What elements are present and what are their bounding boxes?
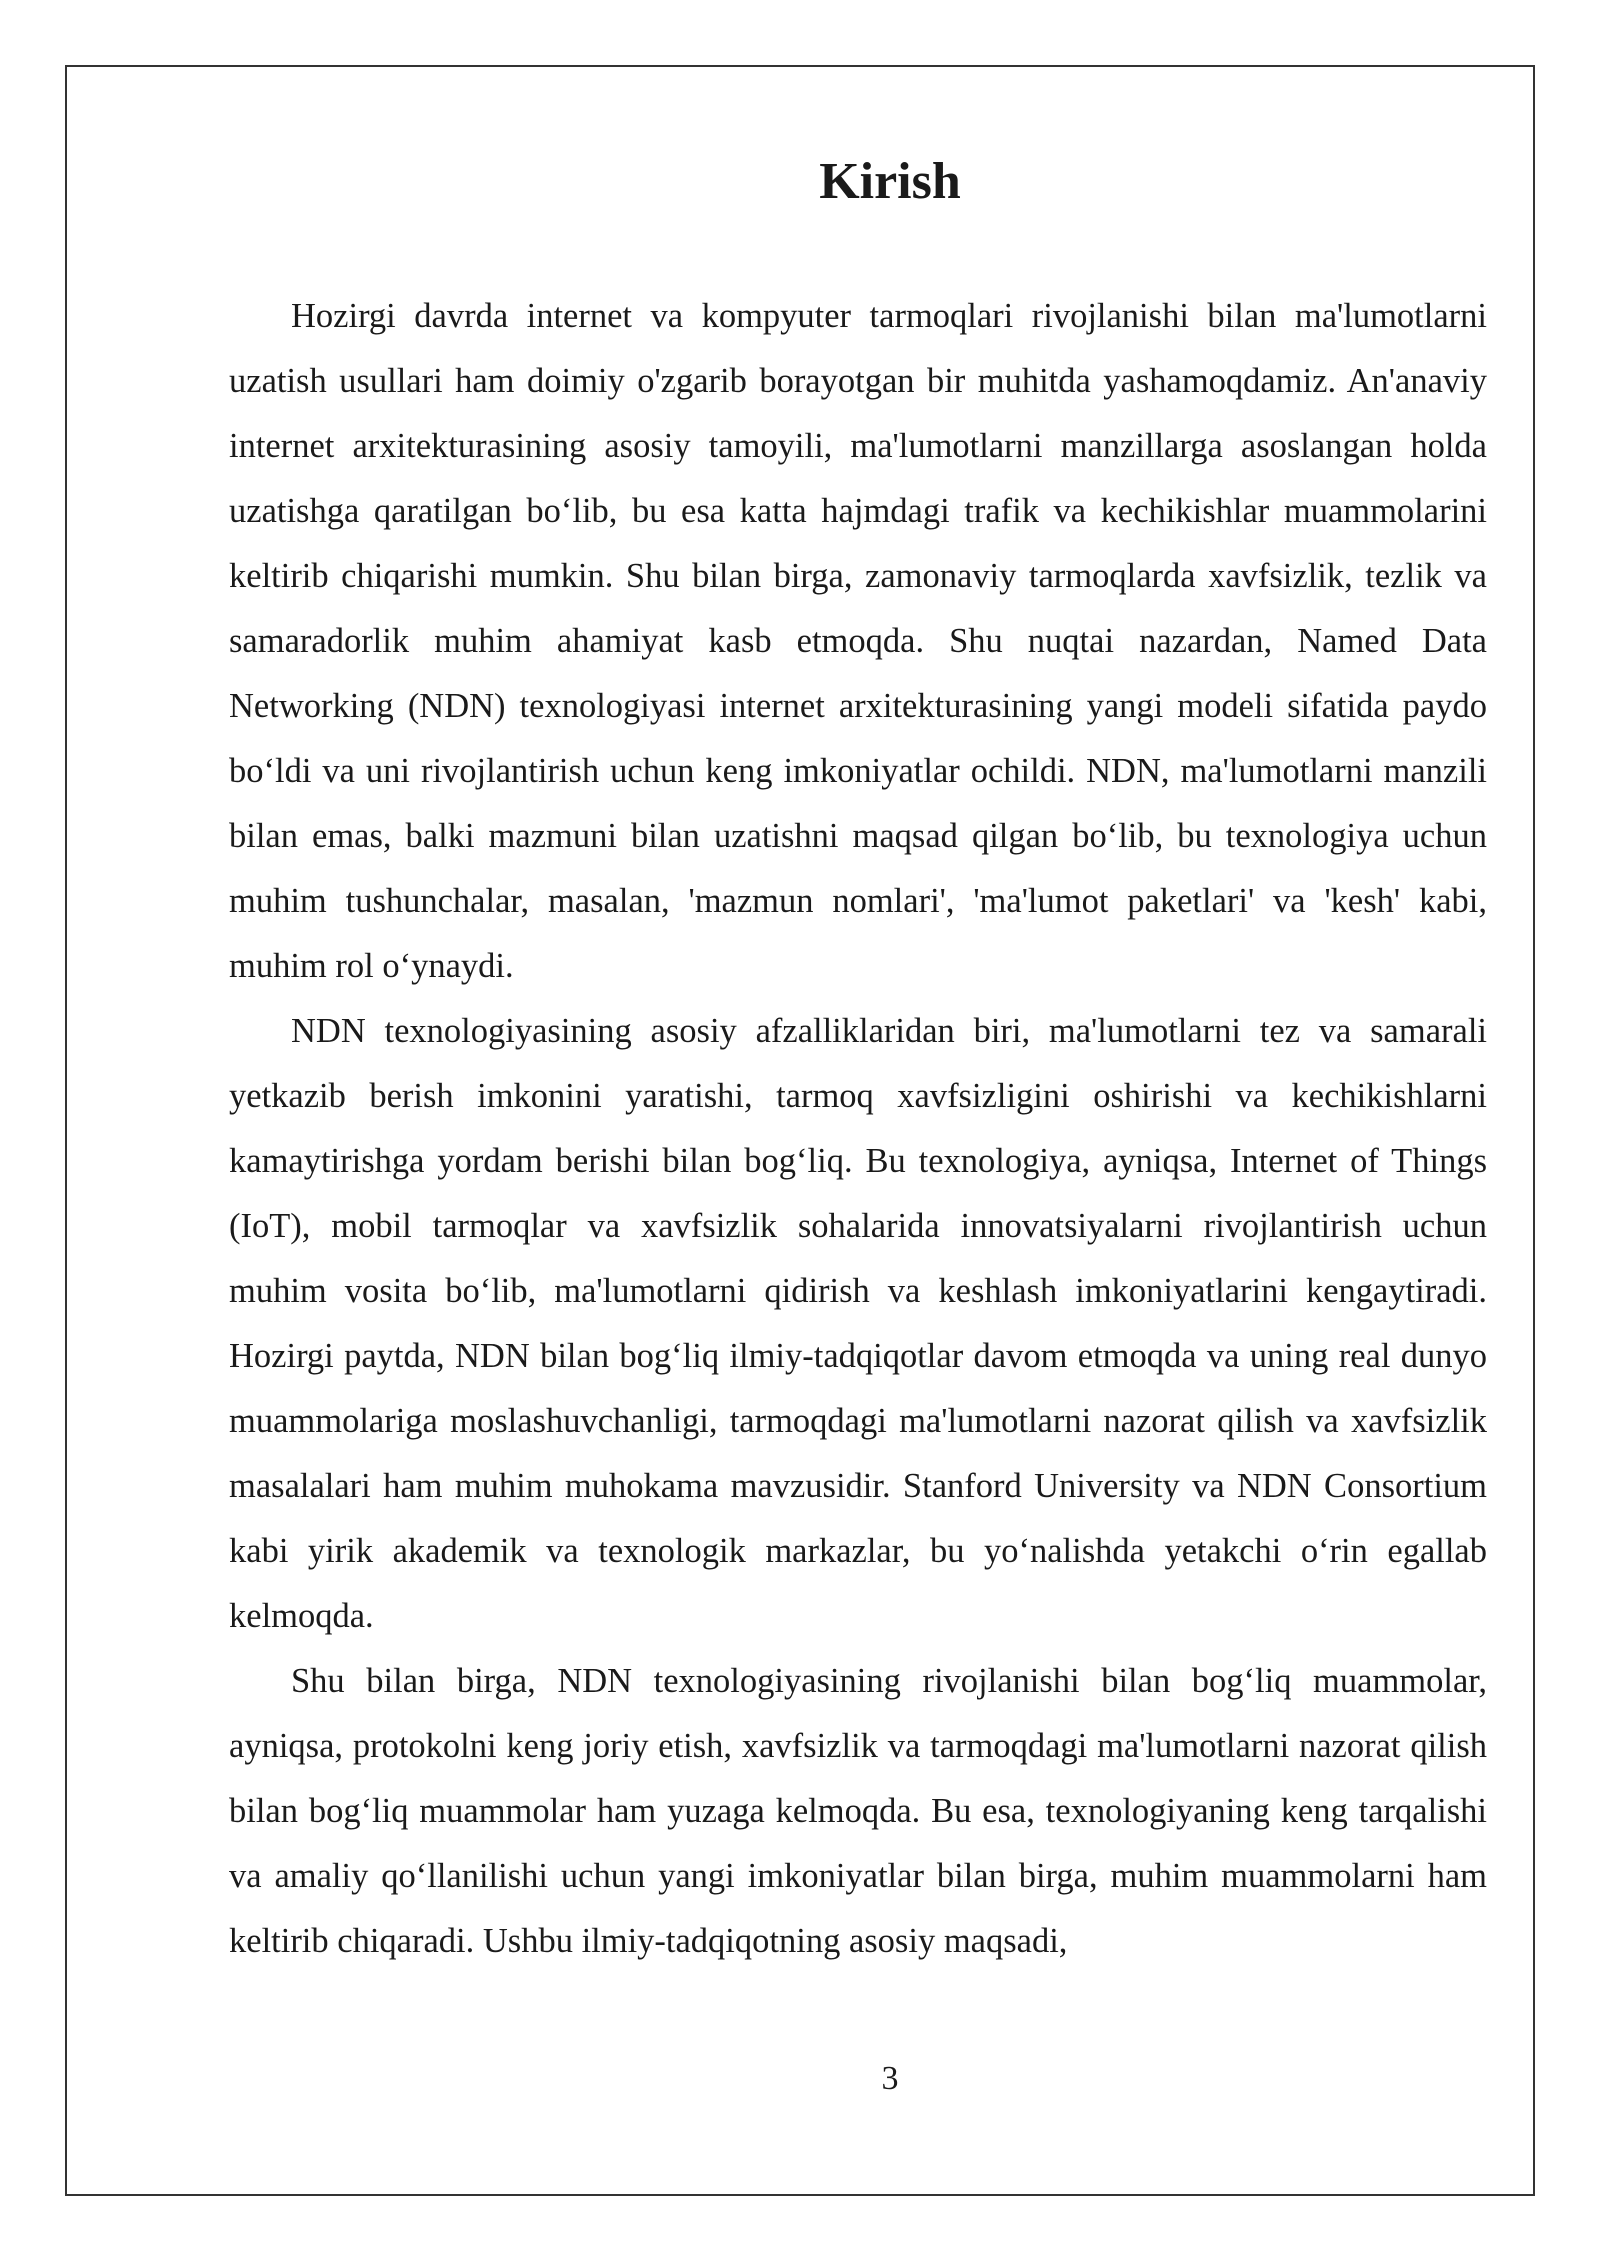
paragraph-1: Hozirgi davrda internet va kompyuter tarmoqlari rivojlanishi bilan ma'lumotlarni uzatish usullari ham doimiy o'zgarib borayotgan bir muhitda yashamoqdamiz. An'anaviy internet arxitekturasining asosiy tamoyili, ma'lumotlarni manzillarga asoslangan holda uzatishga qaratilgan bo‘lib, bu esa katta hajmdagi trafik va kechikishlar muammolarini keltirib chiqarishi mumkin. Shu bilan birga, zamonaviy tarmoqlarda xavfsizlik, tezlik va samaradorlik muhim ahamiyat kasb etmoqda. Shu nuqtai nazardan, Named Data Networking (NDN) texnologiyasi internet arxitekturasining yangi modeli sifatida paydo bo‘ldi va uni rivojlantirish uchun keng imkoniyatlar ochildi. NDN, ma'lumotlarni manzili bilan emas, balki mazmuni bilan uzatishni maqsad qilgan bo‘lib, bu texnologiya uchun muhim tushunchalar, masalan, 'mazmun nomlari', 'ma'lumot paketlari' va 'kesh' kabi, muhim rol o‘ynaydi. (229, 297, 1487, 985)
body-text (229, 284, 1487, 1974)
page-title: Kirish (819, 153, 961, 210)
paragraph-3: Shu bilan birga, NDN texnologiyasining rivojlanishi bilan bog‘liq muammolar, ayniqsa, protokolni keng joriy etish, xavfsizlik va tarmoqdagi ma'lumotlarni nazorat qilish bilan bog‘liq muammolar ham yuzaga kelmoqda. Bu esa, texnologiyaning keng tarqalishi va amaliy qo‘llanilishi uchun yangi imkoniyatlar bilan birga, muhim muammolarni ham keltirib chiqaradi. Ushbu ilmiy-tadqiqotning asosiy maqsadi, (229, 1662, 1487, 1960)
paragraph-2: NDN texnologiyasining asosiy afzalliklaridan biri, ma'lumotlarni tez va samarali yetkazib berish imkonini yaratishi, tarmoq xavfsizligini oshirishi va kechikishlarni kamaytirishga yordam berishi bilan bog‘liq. Bu texnologiya, ayniqsa, Internet of Things (IoT), mobil tarmoqlar va xavfsizlik sohalarida innovatsiyalarni rivojlantirish uchun muhim vosita bo‘lib, ma'lumotlarni qidirish va keshlash imkoniyatlarini kengaytiradi. Hozirgi paytda, NDN bilan bog‘liq ilmiy-tadqiqotlar davom etmoqda va uning real dunyo muammolariga moslashuvchanligi, tarmoqdagi ma'lumotlarni nazorat qilish va xavfsizlik masalalari ham muhim muhokama mavzusidir. Stanford University va NDN Consortium kabi yirik akademik va texnologik markazlar, bu yo‘nalishda yetakchi o‘rin egallab kelmoqda. (229, 1012, 1487, 1635)
page-number: 3 (881, 2060, 899, 2097)
